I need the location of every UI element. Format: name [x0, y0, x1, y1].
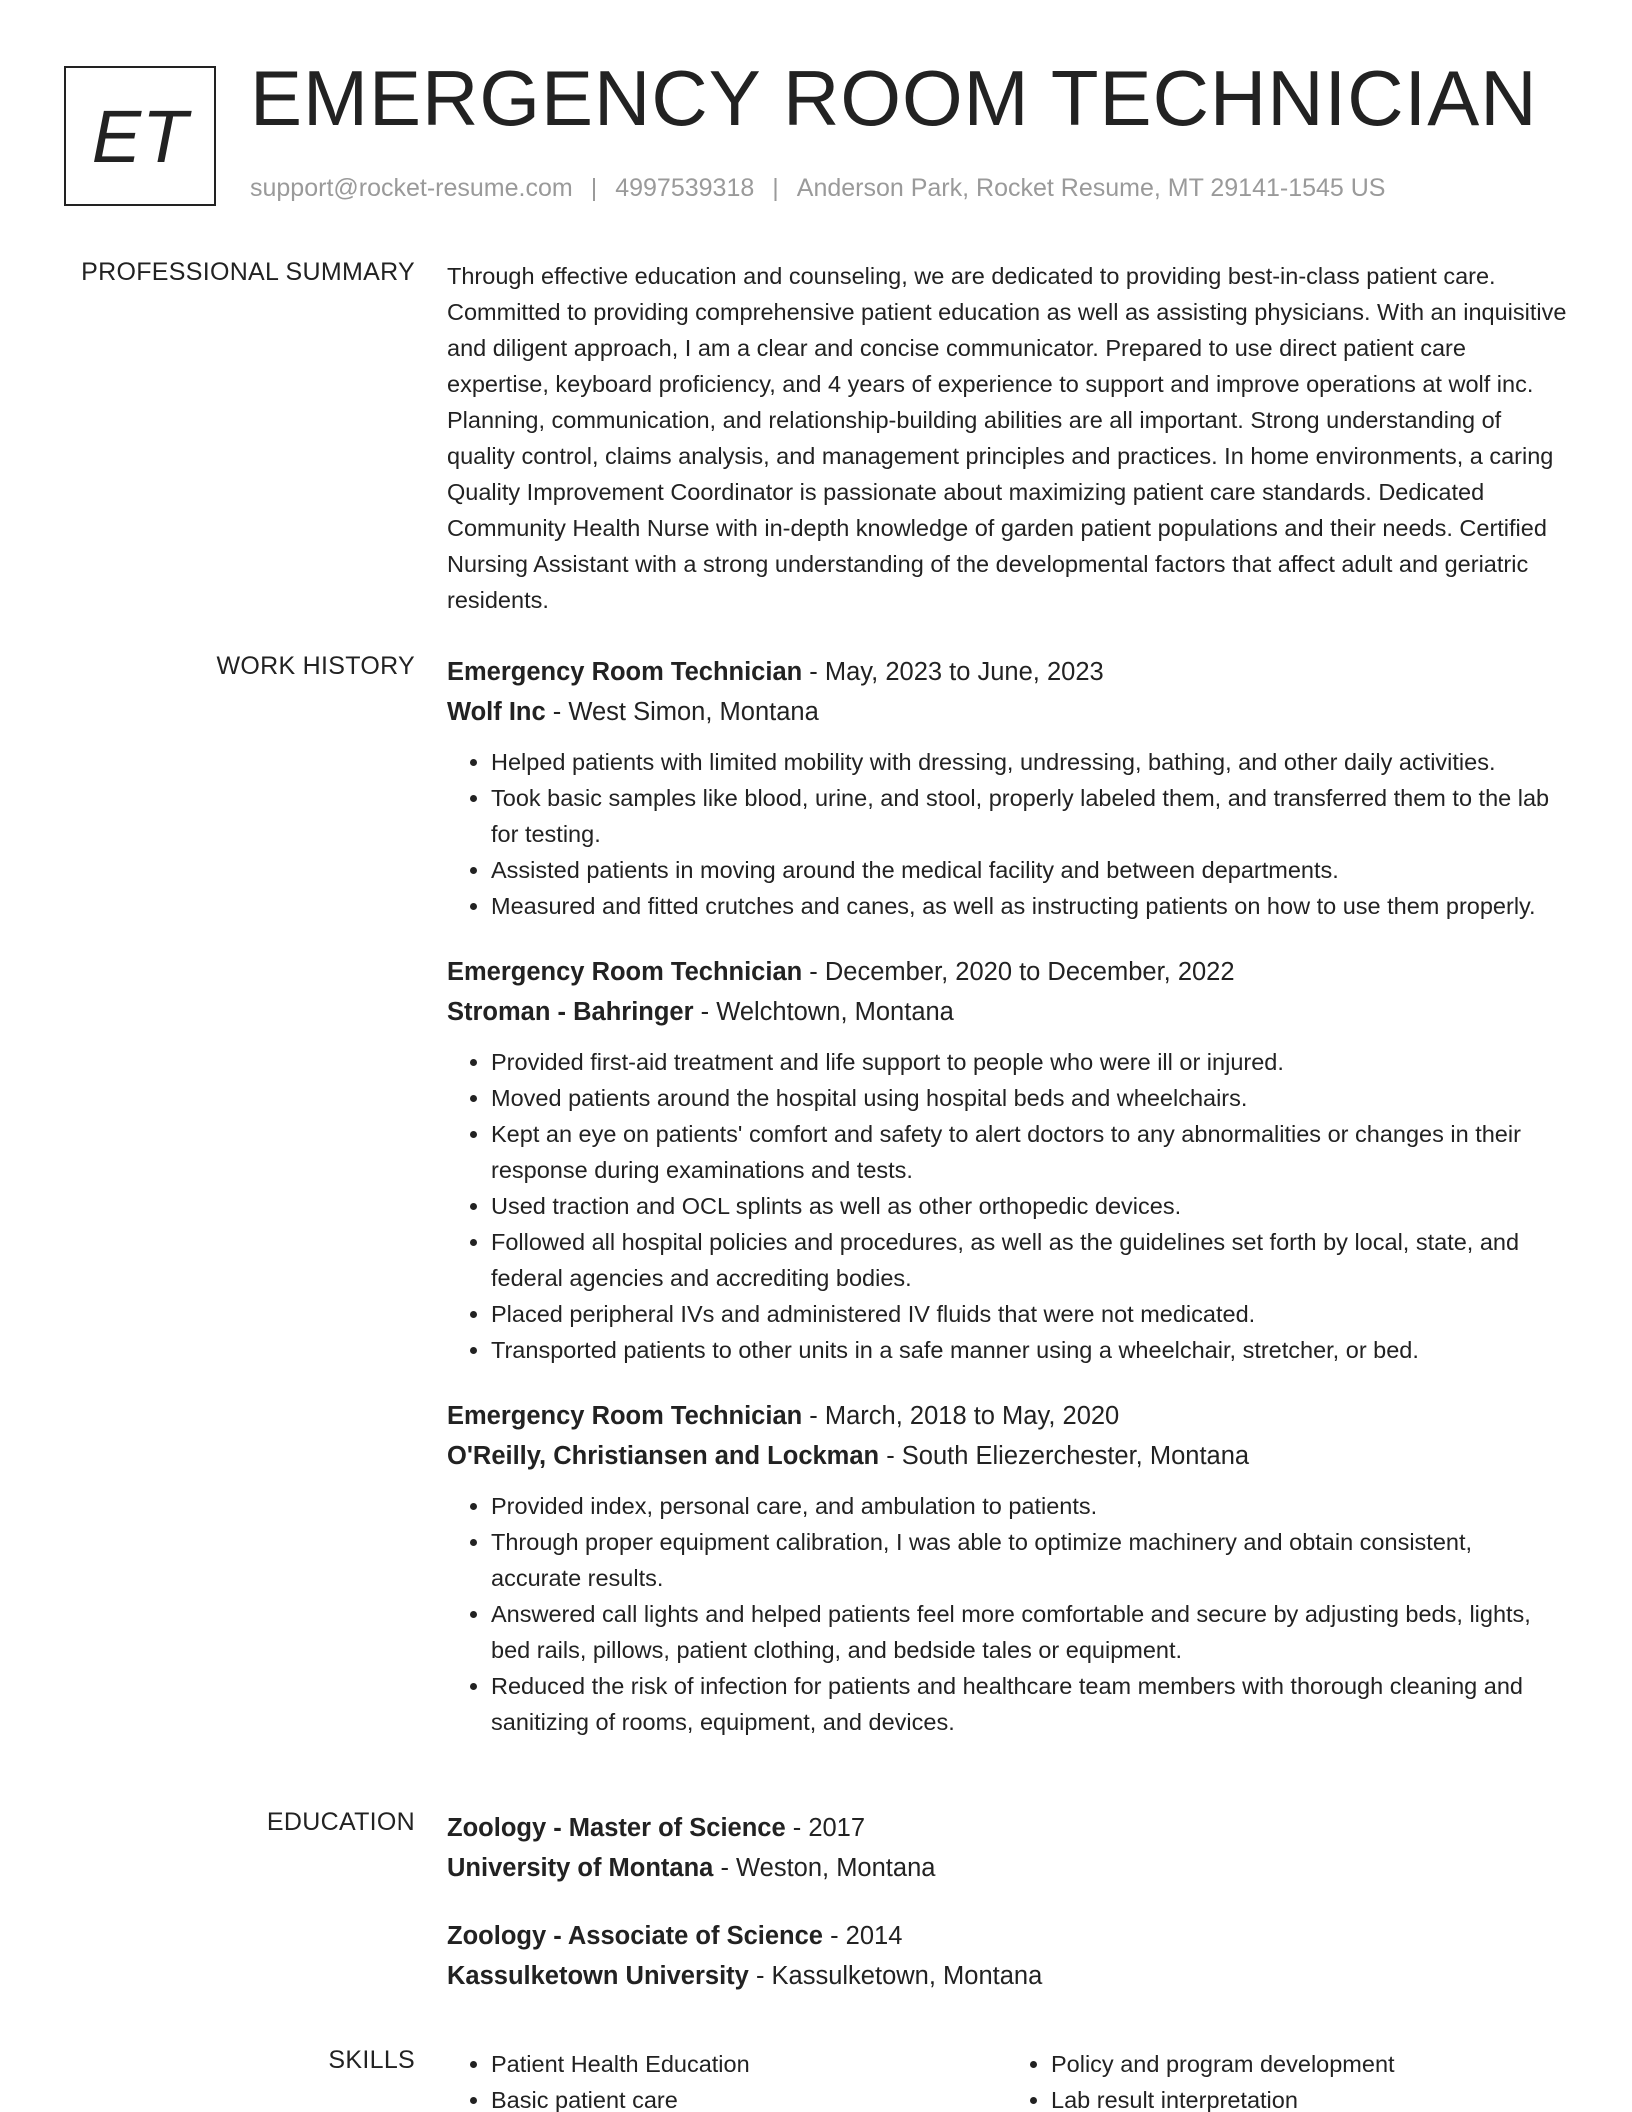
education-location: - Kassulketown, Montana: [748, 1962, 1043, 1990]
education-entry: [447, 1808, 1567, 1888]
section-label-skills: SKILLS: [328, 2046, 415, 2074]
contact-email: support@rocket-resume.com: [250, 174, 573, 202]
job-bullets: [447, 1488, 1567, 1740]
section-label-work: WORK HISTORY: [216, 652, 415, 680]
job-dates: - May, 2023 to June, 2023: [802, 658, 1104, 686]
job-bullet: • Answered call lights and helped patients feel more comfortable and secure by adjusting beds, lights, bed rails, pillows, patient clothing, and bedside tales or equipment.: [491, 1596, 1567, 1668]
job-company: Wolf Inc: [447, 698, 546, 726]
education-degree: Zoology - Master of Science: [447, 1814, 786, 1842]
education-entry: [447, 1916, 1567, 1996]
job-company: Stroman - Bahringer: [447, 998, 694, 1026]
job-dates: - December, 2020 to December, 2022: [802, 958, 1235, 986]
contact-separator: |: [590, 174, 598, 202]
job-bullet: • Kept an eye on patients' comfort and safety to alert doctors to any abnormalities or changes in their response during examinations and tests.: [491, 1116, 1567, 1188]
job-bullets: [447, 1044, 1567, 1368]
job-location: - Welchtown, Montana: [693, 998, 954, 1026]
education-degree: Zoology - Associate of Science: [447, 1922, 823, 1950]
job-company-line: [447, 1436, 1567, 1476]
job-bullet: • Transported patients to other units in a safe manner using a wheelchair, stretcher, or bed.: [491, 1332, 1567, 1368]
job-company: O'Reilly, Christiansen and Lockman: [447, 1442, 880, 1470]
job-bullet: • Placed peripheral IVs and administered IV fluids that were not medicated.: [491, 1296, 1567, 1332]
job-bullet: • Provided index, personal care, and ambulation to patients.: [491, 1488, 1567, 1524]
job-entry: [447, 1396, 1567, 1740]
job-company-line: [447, 692, 1567, 732]
education-year: - 2017: [785, 1814, 866, 1842]
job-location: - West Simon, Montana: [545, 698, 819, 726]
job-bullet: • Through proper equipment calibration, I was able to optimize machinery and obtain consistent, accurate results.: [491, 1524, 1567, 1596]
job-title-line: [447, 652, 1567, 692]
education-body: [447, 1808, 1567, 2024]
job-bullet: • Provided first-aid treatment and life support to people who were ill or injured.: [491, 1044, 1567, 1080]
skill-item: • Policy and program development: [1051, 2046, 1567, 2082]
job-title-line: [447, 952, 1567, 992]
job-entry: [447, 652, 1567, 924]
monogram-box: [64, 66, 216, 206]
job-bullet: • Reduced the risk of infection for patients and healthcare team members with thorough cleaning and sanitizing of rooms, equipment, and devices.: [491, 1668, 1567, 1740]
contact-line: [250, 174, 1386, 203]
contact-phone: 4997539318: [615, 174, 755, 202]
monogram-initials: ET: [91, 94, 189, 178]
skill-item: • Lab result interpretation: [1051, 2082, 1567, 2112]
job-company-line: [447, 992, 1567, 1032]
job-bullet: • Helped patients with limited mobility with dressing, undressing, bathing, and other daily activities.: [491, 744, 1567, 780]
job-bullet: • Took basic samples like blood, urine, and stool, properly labeled them, and transferred them to the lab for testing.: [491, 780, 1567, 852]
education-school: University of Montana: [447, 1854, 714, 1882]
job-bullet: • Moved patients around the hospital using hospital beds and wheelchairs.: [491, 1080, 1567, 1116]
skills-body: [447, 2046, 1567, 2112]
education-school-line: [447, 1848, 1567, 1888]
section-label-summary: PROFESSIONAL SUMMARY: [81, 258, 415, 286]
summary-text: Through effective education and counseling, we are dedicated to providing best-in-class patient care. Committed to providing comprehensive patient education as well as assisting physicians. With an inquisitive and diligent approach, I am a clear and concise communicator. Prepared to use direct patient care expertise, keyboard proficiency, and 4 years of experience to support and improve operations at wolf inc. Planning, communication, and relationship-building abilities are all important. Strong understanding of quality control, claims analysis, and management principles and practices. In home environments, a caring Quality Improvement Coordinator is passionate about maximizing patient care standards. Dedicated Community Health Nurse with in-depth knowledge of garden patient populations and their needs. Certified Nursing Assistant with a strong understanding of the developmental factors that affect adult and geriatric residents.: [447, 263, 1567, 613]
education-school-line: [447, 1956, 1567, 1996]
work-history-body: [447, 652, 1567, 1768]
education-school: Kassulketown University: [447, 1962, 749, 1990]
job-title: Emergency Room Technician: [447, 658, 803, 686]
education-year: - 2014: [822, 1922, 903, 1950]
skills-columns: [447, 2046, 1567, 2112]
section-label-education: EDUCATION: [266, 1808, 415, 1836]
skill-item: • Basic patient care: [491, 2082, 1007, 2112]
resume-title: EMERGENCY ROOM TECHNICIAN: [250, 54, 1538, 142]
job-bullet: • Assisted patients in moving around the medical facility and between departments.: [491, 852, 1567, 888]
contact-separator: |: [772, 174, 779, 202]
job-bullet: • Used traction and OCL splints as well as other orthopedic devices.: [491, 1188, 1567, 1224]
job-bullet: • Followed all hospital policies and procedures, as well as the guidelines set forth by local, state, and federal agencies and accrediting bodies.: [491, 1224, 1567, 1296]
education-degree-line: [447, 1808, 1567, 1848]
job-entry: [447, 952, 1567, 1368]
job-dates: - March, 2018 to May, 2020: [802, 1402, 1120, 1430]
job-title-line: [447, 1396, 1567, 1436]
job-bullets: [447, 744, 1567, 924]
job-bullet: • Measured and fitted crutches and canes, as well as instructing patients on how to use them properly.: [491, 888, 1567, 924]
summary-body: [447, 258, 1567, 618]
education-degree-line: [447, 1916, 1567, 1956]
skills-column: [1007, 2046, 1567, 2112]
job-location: - South Eliezerchester, Montana: [879, 1442, 1250, 1470]
skill-item: • Patient Health Education: [491, 2046, 1007, 2082]
job-title: Emergency Room Technician: [447, 958, 803, 986]
education-location: - Weston, Montana: [713, 1854, 936, 1882]
contact-address: Anderson Park, Rocket Resume, MT 29141-1545 US: [796, 174, 1386, 202]
job-title: Emergency Room Technician: [447, 1402, 803, 1430]
skills-column: [447, 2046, 1007, 2112]
